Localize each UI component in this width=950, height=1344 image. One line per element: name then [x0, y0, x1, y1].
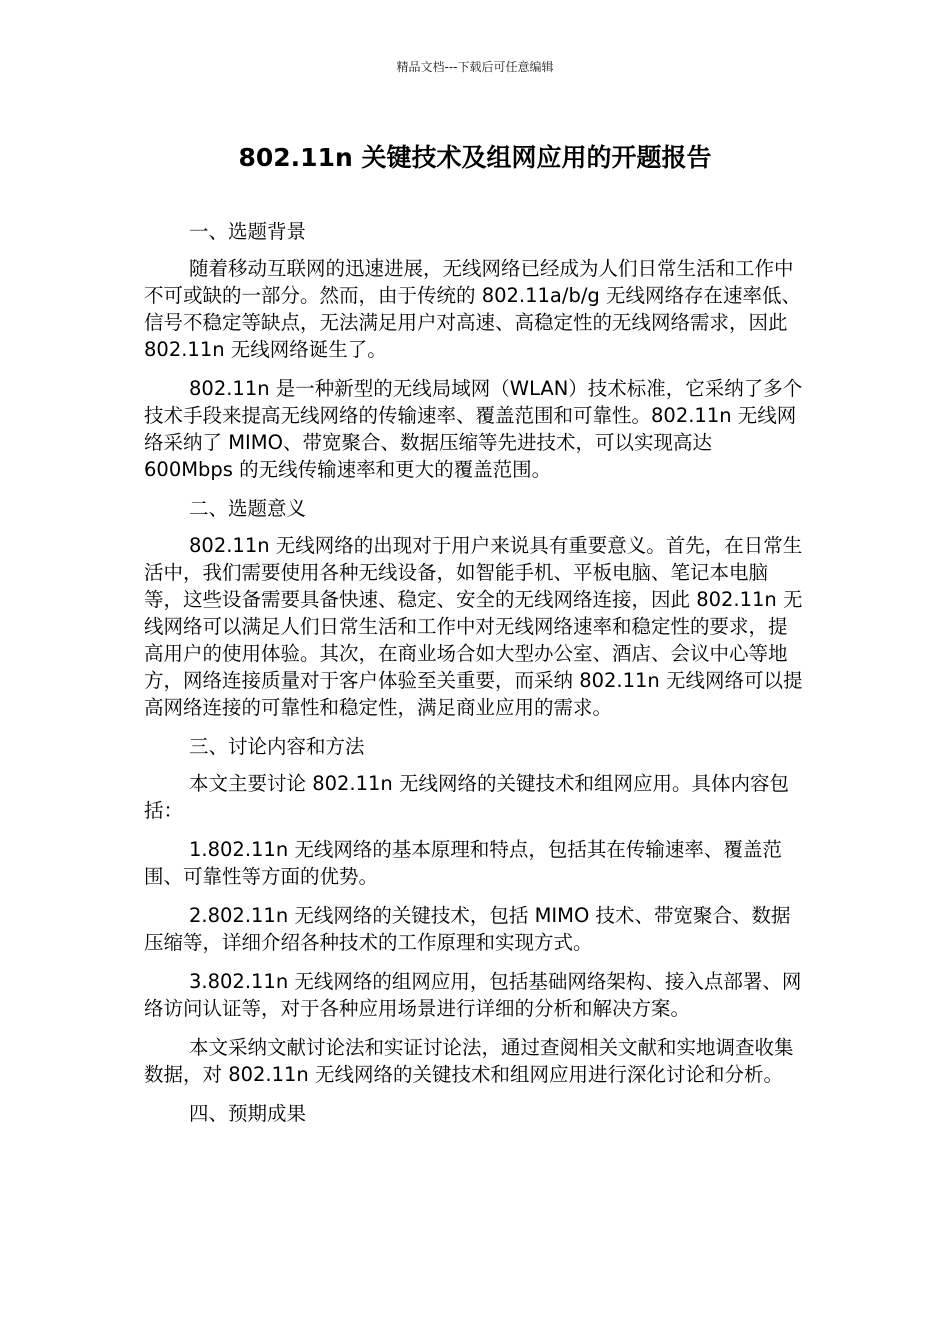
section-heading-2: 二、选题意义	[189, 497, 307, 520]
list-item-2: 2.802.11n 无线网络的关键技术，包括 MIMO 技术、带宽聚合、数据压缩等，详细介绍各种技术的工作原理和实现方式。	[144, 904, 791, 954]
paragraph-3-1: 本文主要讨论 802.11n 无线网络的关键技术和组网应用。具体内容包括：	[144, 772, 789, 822]
section-heading-4: 四、预期成果	[189, 1102, 307, 1125]
paragraph-2-1: 802.11n 无线网络的出现对于用户来说具有重要意义。首先，在日常生活中，我们需要使用各种无线设备，如智能手机、平板电脑、笔记本电脑等，这些设备需要具备快速、稳定、安全的无线网络连接，因此 802.11n 无线网络可以满足人们日常生活和工作中对无线网络速率和稳定性的要求，提高用户的使用体验。其次，在商业场合如大型办公室、酒店、会议中心等地方，网络连接质量对于客户体验至关重要，而采纳 802.11n 无线网络可以提高网络连接的可靠性和稳定性，满足商业应用的需求。	[144, 534, 803, 719]
paragraph-1-1: 随着移动互联网的迅速进展，无线网络已经成为人们日常生活和工作中不可或缺的一部分。然而，由于传统的 802.11a/b/g 无线网络存在速率低、信号不稳定等缺点，无法满足用户对高速、高稳定性的无线网络需求，因此 802.11n 无线网络诞生了。	[144, 257, 801, 361]
paragraph-1-2: 802.11n 是一种新型的无线局域网（WLAN）技术标准，它采纳了多个技术手段来提高无线网络的传输速率、覆盖范围和可靠性。802.11n 无线网络采纳了 MIMO、带宽聚合、数据压缩等先进技术，可以实现高达 600Mbps 的无线传输速率和更大的覆盖范围。	[144, 377, 803, 481]
document-body	[144, 218, 806, 1137]
document-title: 802.11n 关键技术及组网应用的开题报告	[238, 143, 712, 172]
list-item-3: 3.802.11n 无线网络的组网应用，包括基础网络架构、接入点部署、网络访问认证等，对于各种应用场景进行详细的分析和解决方案。	[144, 970, 802, 1020]
paragraph-3-5: 本文采纳文献讨论法和实证讨论法，通过查阅相关文献和实地调查收集数据，对 802.11n 无线网络的关键技术和组网应用进行深化讨论和分析。	[144, 1036, 794, 1086]
list-item-1: 1.802.11n 无线网络的基本原理和特点，包括其在传输速率、覆盖范围、可靠性等方面的优势。	[144, 838, 782, 888]
section-heading-3: 三、讨论内容和方法	[189, 735, 365, 758]
page-header: 精品文档---下载后可任意编辑	[396, 60, 554, 74]
section-heading-1: 一、选题背景	[189, 220, 307, 243]
